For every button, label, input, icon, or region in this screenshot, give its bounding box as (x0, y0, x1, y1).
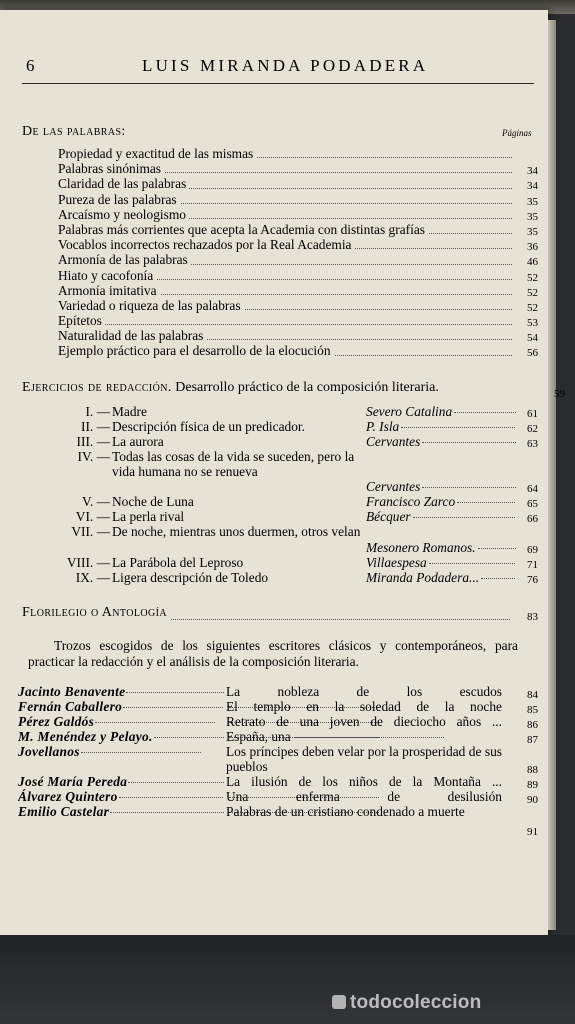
section-title-florilegio (22, 605, 538, 625)
exercise-number: II. — (80, 419, 110, 434)
exercise-author (366, 479, 516, 494)
exercise-entry (20, 509, 538, 524)
anthology-work-title: Retrato de una joven de dieciocho años ... (226, 714, 502, 729)
exercise-title: La perla rival (112, 509, 185, 524)
leader-dots (119, 797, 224, 798)
ejercicios-subtitle: Desarrollo práctico de la composición literaria. (175, 380, 439, 395)
toc-entry-page: 54 (527, 332, 538, 345)
toc-entry-page: 34 (527, 165, 538, 178)
leader-dots (126, 692, 224, 693)
anthology-page: 86 (527, 719, 538, 731)
exercise-title: Madre (112, 404, 147, 419)
ejercicios-title: Ejercicios de redacción. (22, 380, 172, 395)
exercise-page: 62 (527, 423, 538, 435)
anthology-author (18, 789, 224, 804)
exercise-page: 66 (527, 513, 538, 525)
toc-entry (58, 283, 538, 298)
anthology-author (18, 774, 224, 789)
anthology-entry (18, 744, 538, 774)
anthology-entry (18, 789, 538, 804)
exercise-author (366, 434, 516, 449)
leader-dots (81, 752, 201, 753)
exercise-entry (20, 434, 538, 449)
anthology-page: 85 (527, 704, 538, 716)
page-edge (548, 20, 556, 930)
page-number: 6 (26, 56, 38, 75)
toc-entry-page: 36 (527, 241, 538, 254)
toc-entry (58, 252, 538, 267)
toc-entry (58, 298, 538, 313)
palabras-list (58, 146, 538, 359)
florilegio-intro: Trozos escogidos de los siguientes escritores clásicos y contemporáneos, para practicar la redacción y el análisis de la composición literaria. (28, 638, 518, 669)
exercise-author-name: Cervantes (366, 434, 421, 449)
anthology-work-title: El templo en la soledad de la noche (226, 699, 502, 714)
header-rule (22, 83, 534, 84)
toc-entry-page: 52 (527, 271, 538, 284)
exercise-author-name: Villaespesa (366, 555, 427, 570)
anthology-work-title: La nobleza de los escudos (226, 684, 502, 699)
leader-dots (429, 563, 516, 564)
toc-entry (58, 268, 538, 283)
anthology-work-title: España, una (226, 729, 291, 744)
toc-entry-text: Palabras sinónimas (58, 161, 164, 176)
anthology-page: 91 (527, 826, 538, 838)
exercise-page: 71 (527, 559, 538, 571)
anthology-author-name: Jacinto Benavente (18, 684, 126, 699)
watermark: todocoleccion (350, 992, 482, 1013)
exercise-page: 64 (527, 483, 538, 495)
leader-dots (110, 812, 224, 813)
anthology-author (18, 684, 224, 699)
toc-entry-text: Hiato y cacofonía (58, 268, 156, 283)
exercise-page: 76 (527, 574, 538, 586)
anthology-work-title: La ilusión de los niños de la Montaña ... (226, 774, 502, 789)
anthology-page: 87 (527, 734, 538, 746)
exercise-author-name: Severo Catalina (366, 404, 453, 419)
section-title-palabras: De las palabras: (22, 124, 126, 139)
toc-entry-page: 35 (527, 210, 538, 223)
anthology-author-name: Álvarez Quintero (18, 789, 118, 804)
exercise-entry (20, 524, 538, 555)
toc-entry-text: Armonía imitativa (58, 283, 160, 298)
exercise-author (366, 570, 516, 585)
exercise-author-name: Bécquer (366, 509, 411, 524)
background-gutter (0, 935, 575, 1024)
anthology-author (18, 729, 224, 744)
section-title-ejercicios (22, 380, 439, 396)
florilegio-title: Florilegio o Antología (22, 605, 171, 620)
exercise-number: IV. — (77, 449, 110, 464)
toc-entry-page: 52 (527, 301, 538, 314)
exercise-title: De noche, mientras unos duermen, otros velan (112, 524, 361, 539)
exercise-entry (20, 449, 538, 494)
paginas-label: Páginas (502, 128, 532, 138)
exercise-number: III. — (76, 434, 110, 449)
toc-entry (58, 146, 538, 161)
anthology-page: 88 (527, 764, 538, 776)
anthology-work-title: Palabras de un cristiano condenado a muerte (226, 804, 465, 819)
toc-entry (58, 343, 538, 358)
toc-entry-text: Ejemplo práctico para el desarrollo de la elocución (58, 343, 334, 358)
exercise-author-name: Miranda Podadera... (366, 570, 480, 585)
leader-dots (95, 722, 215, 723)
toc-entry-page: 52 (527, 286, 538, 299)
leader-dots (413, 517, 516, 518)
anthology-entry (18, 729, 538, 744)
watermark-icon (332, 995, 346, 1009)
exercise-number: VIII. — (66, 555, 110, 570)
anthology-entry (18, 699, 538, 714)
anthology-work (226, 729, 502, 744)
leader-dots (481, 578, 516, 579)
exercise-entry (20, 570, 538, 585)
leader-dots (154, 737, 224, 738)
toc-entry-text: Epítetos (58, 313, 105, 328)
anthology-page: 89 (527, 779, 538, 791)
ejercicios-page: 59 (554, 388, 565, 400)
exercise-page: 63 (527, 438, 538, 450)
exercise-entry (20, 494, 538, 509)
anthology-work-title: Los príncipes deben velar por la prosperidad de sus pueblos (226, 744, 502, 775)
toc-entry-page: 53 (527, 317, 538, 330)
leader-dots (454, 412, 516, 413)
exercise-number: V. — (81, 494, 110, 509)
exercise-title: Ligera descripción de Toledo (112, 570, 269, 585)
exercise-page: 65 (527, 498, 538, 510)
leader-dots (58, 324, 512, 325)
anthology-page: 90 (527, 794, 538, 806)
toc-entry (58, 237, 538, 252)
anthology-author (18, 804, 224, 819)
exercise-author-name: Cervantes (366, 479, 421, 494)
exercise-author (366, 540, 516, 555)
exercise-author-name: Mesonero Romanos. (366, 540, 476, 555)
toc-entry (58, 328, 538, 343)
toc-entry-page: 34 (527, 180, 538, 193)
exercise-number: VI. — (75, 509, 110, 524)
exercise-entry (20, 419, 538, 434)
toc-entry-page: 56 (527, 347, 538, 360)
anthology-entry (18, 774, 538, 789)
anthology-author-name: Jovellanos (18, 744, 80, 759)
florilegio-page: 83 (527, 611, 538, 623)
leader-dots (478, 548, 516, 549)
exercise-author (366, 404, 516, 419)
toc-entry-text: Claridad de las palabras (58, 176, 189, 191)
anthology-entry (18, 714, 538, 729)
leader-dots (422, 442, 516, 443)
toc-entry (58, 161, 538, 176)
leader-dots (422, 487, 516, 488)
author-header: LUIS MIRANDA PODADERA (142, 56, 429, 75)
toc-entry-text: Arcaísmo y neologismo (58, 207, 189, 222)
anthology-author (18, 714, 224, 729)
toc-entry-text: Naturalidad de las palabras (58, 328, 206, 343)
running-header (26, 56, 526, 78)
exercise-number: I. — (85, 404, 110, 419)
anthology-work (226, 804, 502, 819)
toc-entry-text: Armonía de las palabras (58, 252, 191, 267)
toc-entry (58, 313, 538, 328)
anthology-author (18, 744, 224, 759)
anthology-work-title: Una enferma de desilusión (226, 789, 502, 804)
anthology-page: 84 (527, 689, 538, 701)
toc-entry-text: Palabras más corrientes que acepta la Academia con distintas grafías (58, 222, 428, 237)
anthology-author-name: Fernán Caballero (18, 699, 123, 714)
anthology-work (226, 744, 502, 774)
toc-entry-page: 35 (527, 225, 538, 238)
toc-entry (58, 176, 538, 191)
exercise-number: VII. — (71, 524, 110, 539)
exercise-title: Noche de Luna (112, 494, 194, 509)
toc-entry-page: 46 (527, 256, 538, 269)
toc-entry-text: Propiedad y exactitud de las mismas (58, 146, 256, 161)
exercise-author (366, 494, 516, 509)
exercise-entry (20, 555, 538, 570)
exercise-title: Descripción física de un predicador. (112, 419, 305, 434)
exercise-author (366, 419, 516, 434)
anthology-entry (18, 684, 538, 699)
exercise-page: 69 (527, 544, 538, 556)
anthology-author-name: José María Pereda (18, 774, 128, 789)
anthology-list (18, 684, 538, 836)
anthology-author (18, 699, 224, 714)
leader-dots (294, 737, 444, 738)
exercise-title: La aurora (112, 434, 164, 449)
toc-entry-text: Vocablos incorrectos rechazados por la Real Academia (58, 237, 354, 252)
exercise-title: La Parábola del Leproso (112, 555, 244, 570)
ejercicios-list (20, 404, 538, 585)
anthology-entry (18, 804, 538, 836)
toc-entry-text: Variedad o riqueza de las palabras (58, 298, 244, 313)
toc-entry (58, 192, 538, 207)
toc-entry (58, 222, 538, 237)
anthology-author-name: Pérez Galdós (18, 714, 95, 729)
toc-entry (58, 207, 538, 222)
exercise-page: 61 (527, 408, 538, 420)
leader-dots (401, 427, 516, 428)
toc-entry-page: 35 (527, 195, 538, 208)
leader-dots (123, 707, 224, 708)
leader-dots (128, 782, 224, 783)
exercise-title: Todas las cosas de la vida se suceden, pero la vida humana no se renueva (112, 449, 355, 480)
exercise-author (366, 509, 516, 524)
exercise-author (366, 555, 516, 570)
exercise-author-name: Francisco Zarco (366, 494, 456, 509)
exercise-author-name: P. Isla (366, 419, 400, 434)
exercise-number: IX. — (75, 570, 110, 585)
leader-dots (457, 502, 516, 503)
anthology-author-name: Emilio Castelar (18, 804, 110, 819)
anthology-author-name: M. Menéndez y Pelayo. (18, 729, 153, 744)
exercise-entry (20, 404, 538, 419)
toc-entry-text: Pureza de las palabras (58, 192, 180, 207)
